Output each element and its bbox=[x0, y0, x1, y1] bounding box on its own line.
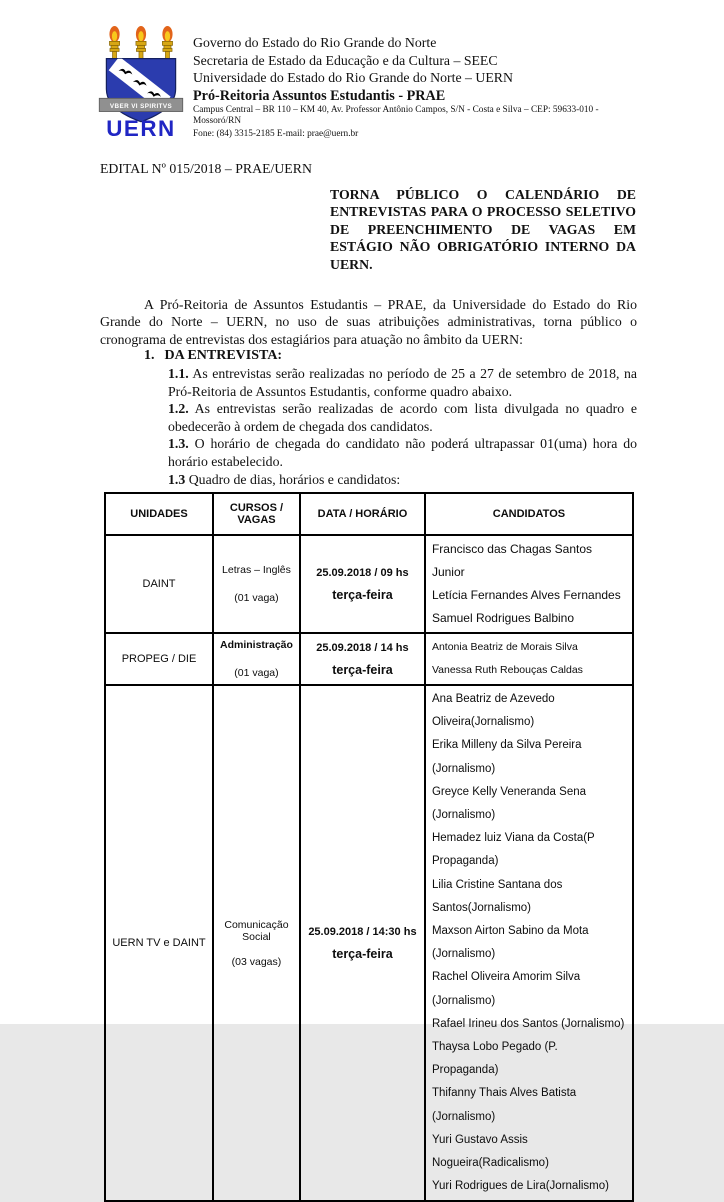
candidate-name: Yuri Gustavo Assis Nogueira(Radicalismo) bbox=[431, 1133, 549, 1170]
candidate-name: Ana Beatriz de Azevedo Oliveira(Jornalismo) bbox=[431, 693, 555, 729]
candidatos-cell bbox=[425, 535, 633, 633]
torch-icons bbox=[109, 26, 172, 59]
item-text: As entrevistas serão realizadas de acordo com lista divulgada no quadro e obedecerão à ordem de chegada dos candidatos. bbox=[168, 401, 637, 434]
item-text: As entrevistas serão realizadas no período de 25 a 27 de setembro de 2018, na Pró-Reitoria de Assuntos Estudantis, conforme quadro abaixo. bbox=[168, 366, 637, 399]
candidate-name: Rachel Oliveira Amorim Silva (Jornalismo) bbox=[431, 971, 581, 1007]
secretaria-line: Secretaria de Estado da Educação e da Cultura – SEEC bbox=[193, 52, 498, 68]
data-horario: 25.09.2018 / 14:30 hs bbox=[308, 925, 417, 938]
table-row bbox=[105, 633, 633, 685]
table-row bbox=[105, 685, 633, 1201]
curso-cell bbox=[213, 685, 300, 1201]
curso-name: Letras – Inglês bbox=[222, 564, 291, 576]
edital-summary bbox=[330, 186, 636, 273]
header-unidades: UNIDADES bbox=[105, 493, 213, 535]
dia-semana: terça-feira bbox=[332, 946, 393, 961]
candidate-name: Maxson Airton Sabino da Mota (Jornalismo) bbox=[431, 925, 589, 961]
data-cell bbox=[300, 633, 425, 685]
candidate-name: Vanessa Ruth Rebouças Caldas bbox=[431, 664, 583, 676]
edital-number: EDITAL Nº 015/2018 – PRAE/UERN bbox=[100, 161, 312, 176]
summary-line: ENTREVISTAS PARA O PROCESSO SELETIVO bbox=[330, 204, 636, 220]
candidate-name: Thifanny Thais Alves Batista (Jornalismo) bbox=[431, 1087, 577, 1123]
unidade-cell: PROPEG / DIE bbox=[105, 633, 213, 685]
candidate-name: Letícia Fernandes Alves Fernandes bbox=[431, 588, 621, 602]
dia-semana: terça-feira bbox=[332, 587, 393, 602]
item-text: O horário de chegada do candidato não poderá ultrapassar 01(uma) hora do horário estabelecido. bbox=[168, 436, 637, 469]
item-1-1 bbox=[168, 365, 637, 400]
summary-line: DE PREENCHIMENTO DE VAGAS EM bbox=[330, 221, 636, 237]
prae-line: Pró-Reitoria Assuntos Estudantis - PRAE bbox=[193, 87, 446, 104]
curso-vagas: (01 vaga) bbox=[234, 592, 279, 604]
section-number: 1. bbox=[144, 348, 155, 363]
header-cursos-vagas: CURSOS / VAGAS bbox=[213, 493, 300, 535]
curso-cell bbox=[213, 535, 300, 633]
item-number: 1.3 bbox=[168, 471, 186, 487]
item-text: Quadro de dias, horários e candidatos: bbox=[188, 471, 401, 487]
candidate-name: Rafael Irineu dos Santos (Jornalismo) bbox=[431, 1017, 625, 1030]
header-candidatos: CANDIDATOS bbox=[425, 493, 633, 535]
header-data-horario: DATA / HORÁRIO bbox=[300, 493, 425, 535]
curso-name: Comunicação Social bbox=[224, 918, 289, 943]
letterhead-text bbox=[193, 24, 633, 140]
candidate-name: Yuri Rodrigues de Lira(Jornalismo) bbox=[431, 1180, 609, 1193]
candidate-name: Greyce Kelly Veneranda Sena (Jornalismo) bbox=[431, 785, 587, 822]
curso-vagas: (03 vagas) bbox=[231, 955, 282, 968]
intro-paragraph: A Pró-Reitoria de Assuntos Estudantis – PRAE, da Universidade do Estado do Rio Grande do Norte – UERN, no uso de suas atribuições administrativas, torna público o cronograma de entrevistas dos estagiários para atuação no âmbito da UERN: bbox=[100, 296, 637, 347]
summary-line: UERN. bbox=[330, 256, 373, 272]
section-da-entrevista bbox=[100, 347, 637, 488]
data-horario: 25.09.2018 / 14 hs bbox=[316, 641, 409, 654]
item-number: 1.2. bbox=[168, 401, 189, 417]
data-cell bbox=[300, 535, 425, 633]
section-items bbox=[168, 365, 637, 488]
motto-ribbon bbox=[99, 98, 182, 111]
logo-acronym: UERN bbox=[106, 115, 176, 141]
universidade-line: Universidade do Estado do Rio Grande do Norte – UERN bbox=[193, 70, 513, 86]
contact-line: Fone: (84) 3315-2185 E-mail: prae@uern.br bbox=[193, 128, 359, 139]
section-heading bbox=[144, 347, 637, 365]
uern-crest-icon bbox=[98, 24, 184, 141]
candidate-name: Lilia Cristine Santana dos Santos(Jornalismo) bbox=[431, 878, 563, 914]
candidate-name: Hemadez luiz Viana da Costa(P Propaganda) bbox=[431, 832, 595, 868]
curso-vagas: (01 vaga) bbox=[234, 667, 279, 679]
candidate-name: Samuel Rodrigues Balbino bbox=[431, 611, 575, 625]
letterhead bbox=[98, 24, 633, 140]
item-1-3 bbox=[168, 435, 637, 470]
section-title: DA ENTREVISTA: bbox=[164, 348, 283, 363]
candidate-name: Thaysa Lobo Pegado (P. Propaganda) bbox=[431, 1041, 558, 1077]
table-header-row bbox=[105, 493, 633, 535]
table-row bbox=[105, 535, 633, 633]
data-horario: 25.09.2018 / 09 hs bbox=[316, 566, 409, 579]
candidatos-cell bbox=[425, 633, 633, 685]
gov-line: Governo do Estado do Rio Grande do Norte bbox=[193, 35, 437, 50]
motto-text: VBER VI SPIRITVS bbox=[109, 102, 173, 110]
item-1-2 bbox=[168, 400, 637, 435]
schedule-table bbox=[104, 492, 634, 1202]
curso-name: Administração bbox=[220, 639, 293, 651]
item-1-3-quadro bbox=[168, 471, 637, 489]
summary-line: TORNA PÚBLICO O CALENDÁRIO DE bbox=[330, 187, 636, 202]
curso-cell bbox=[213, 633, 300, 685]
item-number: 1.1. bbox=[168, 366, 189, 381]
unidade-cell: DAINT bbox=[105, 535, 213, 633]
candidatos-cell bbox=[425, 685, 633, 1201]
candidate-name: Erika Milleny da Silva Pereira (Jornalismo) bbox=[431, 739, 582, 775]
item-number: 1.3. bbox=[168, 436, 189, 452]
data-cell bbox=[300, 685, 425, 1201]
unidade-cell: UERN TV e DAINT bbox=[105, 685, 213, 1201]
candidate-name: Antonia Beatriz de Morais Silva bbox=[431, 641, 578, 653]
dia-semana: terça-feira bbox=[332, 662, 393, 677]
summary-line: ESTÁGIO NÃO OBRIGATÓRIO INTERNO DA bbox=[330, 239, 636, 255]
address-line: Campus Central – BR 110 – KM 40, Av. Professor Antônio Campos, S/N - Costa e Silva – CEP: 59633-010 - Mossoró/RN bbox=[193, 104, 599, 127]
candidate-name: Francisco das Chagas Santos Junior bbox=[431, 542, 593, 579]
